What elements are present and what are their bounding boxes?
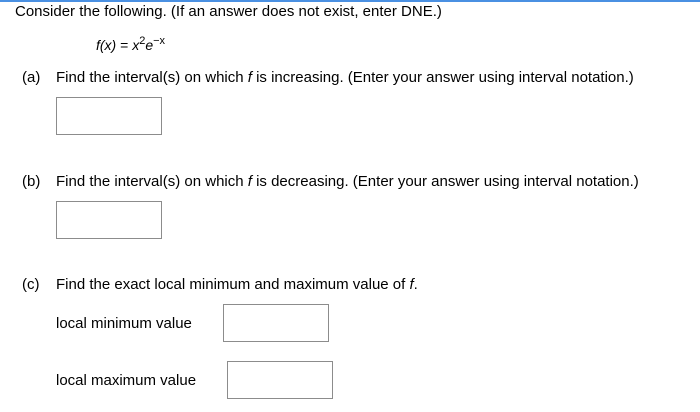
- formula-equals: =: [116, 37, 133, 53]
- part-b-text-before: Find the interval(s) on which: [56, 173, 248, 190]
- local-min-label: local minimum value: [56, 315, 192, 332]
- part-c-fname: f: [409, 276, 414, 293]
- formula-base: x: [132, 37, 140, 53]
- part-b-fname: f: [247, 173, 252, 190]
- formula-lhs: f(x): [96, 37, 117, 53]
- function-formula: [96, 37, 165, 53]
- local-max-label: local maximum value: [56, 372, 197, 389]
- local-min-input[interactable]: [223, 304, 329, 342]
- part-a-text-after: is increasing. (Enter your answer using interval notation.): [251, 69, 634, 86]
- top-divider: [0, 0, 700, 2]
- part-a-text-before: Find the interval(s) on which: [56, 69, 248, 86]
- part-c-text-before: Find the exact local minimum and maximum value of: [56, 276, 410, 293]
- part-a-answer-input[interactable]: [56, 97, 162, 135]
- formula-exponent-2: −x: [153, 35, 166, 47]
- part-b-prompt: [22, 173, 639, 190]
- part-c-letter: (c): [22, 276, 40, 293]
- local-max-input[interactable]: [227, 361, 333, 399]
- part-b-answer-input[interactable]: [56, 201, 162, 239]
- part-a-prompt: [22, 69, 634, 86]
- question-intro: Consider the following. (If an answer does not exist, enter DNE.): [15, 3, 442, 20]
- part-b-text-after: is decreasing. (Enter your answer using interval notation.): [251, 173, 639, 190]
- part-b-letter: (b): [22, 173, 41, 190]
- formula-e: e: [145, 37, 154, 53]
- part-c-prompt: [22, 276, 418, 293]
- part-a-letter: (a): [22, 69, 41, 86]
- part-c-text-after: .: [413, 276, 418, 293]
- formula-exponent-1: 2: [139, 35, 146, 47]
- part-a-fname: f: [247, 69, 252, 86]
